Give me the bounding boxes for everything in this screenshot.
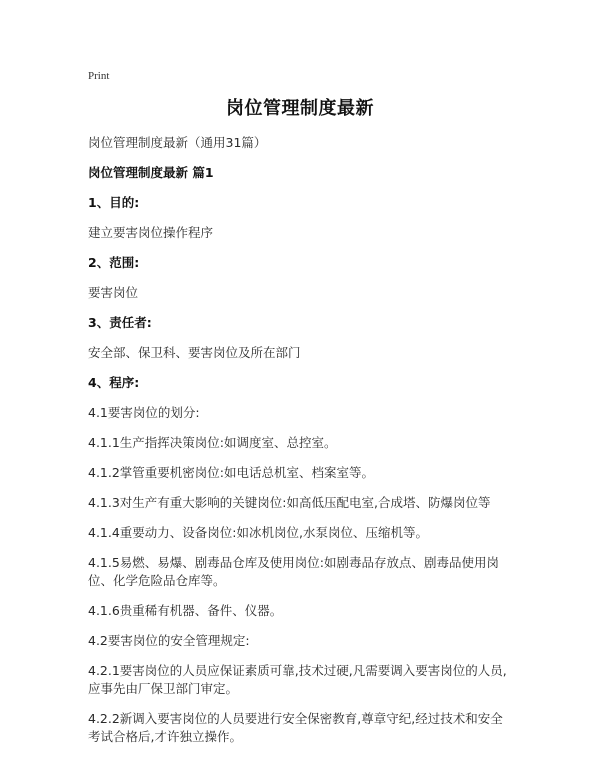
paragraph-4-2-2: 4.2.2新调入要害岗位的人员要进行安全保密教育,尊章守纪,经过技术和安全考试合格后,才许独立操作。 <box>88 711 503 744</box>
paragraph-scope: 要害岗位 <box>88 285 139 300</box>
paragraph-4-1-1: 4.1.1生产指挥决策岗位:如调度室、总控室。 <box>88 435 337 450</box>
paragraph-4-1-5: 4.1.5易燃、易爆、剧毒品仓库及使用岗位:如剧毒品存放点、剧毒品使用岗位、化学危险品仓库等。 <box>88 555 500 588</box>
paragraph-4-2-1: 4.2.1要害岗位的人员应保证素质可靠,技术过硬,凡需要调入要害岗位的人员,应事先由厂保卫部门审定。 <box>88 663 507 696</box>
paragraph-4-1-6: 4.1.6贵重稀有机器、备件、仪器。 <box>88 603 283 618</box>
document-subtitle: 岗位管理制度最新（通用31篇） <box>88 135 267 150</box>
paragraph-responsible: 安全部、保卫科、要害岗位及所在部门 <box>88 345 301 360</box>
paragraph-4-1: 4.1要害岗位的划分: <box>88 405 200 420</box>
document-title: 岗位管理制度最新 <box>226 98 374 119</box>
section-heading: 岗位管理制度最新 篇1 <box>88 165 214 180</box>
print-link[interactable]: Print <box>88 70 110 82</box>
paragraph-4-1-4: 4.1.4重要动力、设备岗位:如冰机岗位,水泵岗位、压缩机等。 <box>88 525 428 540</box>
paragraph-4-1-3: 4.1.3对生产有重大影响的关键岗位:如高低压配电室,合成塔、防爆岗位等 <box>88 495 491 510</box>
heading-scope: 2、范围: <box>88 255 140 270</box>
paragraph-4-2: 4.2要害岗位的安全管理规定: <box>88 633 250 648</box>
heading-purpose: 1、目的: <box>88 195 140 210</box>
heading-procedure: 4、程序: <box>88 375 140 390</box>
heading-responsible: 3、责任者: <box>88 315 152 330</box>
paragraph-purpose: 建立要害岗位操作程序 <box>88 225 214 240</box>
paragraph-4-1-2: 4.1.2掌管重要机密岗位:如电话总机室、档案室等。 <box>88 465 375 480</box>
